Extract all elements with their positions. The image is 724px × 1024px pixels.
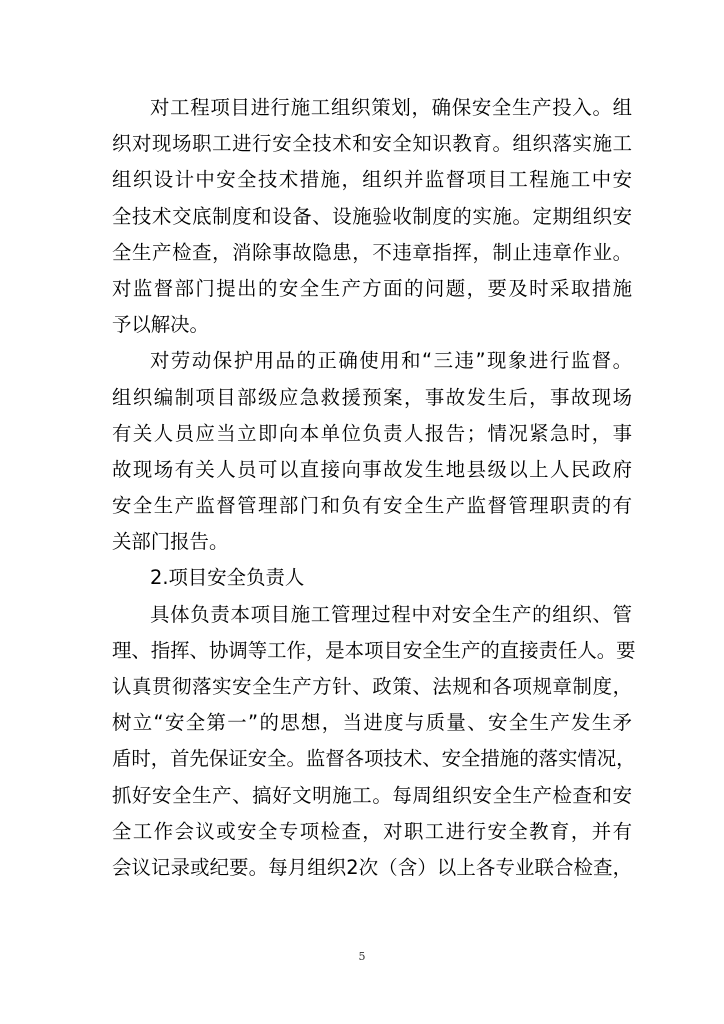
paragraph-line: 全工作会议或安全专项检查，对职工进行安全教育，并有 [112, 819, 632, 843]
paragraph-line: 全生产检查，消除事故隐患，不违章指挥，制止违章作业。 [112, 240, 632, 264]
paragraph-line: 关部门报告。 [112, 530, 229, 554]
paragraph-line: 有关人员应当立即向本单位负责人报告；情况紧急时，事 [112, 421, 632, 445]
paragraph-line: 故现场有关人员可以直接向事故发生地县级以上人民政府 [112, 457, 632, 481]
paragraph-line: 予以解决。 [112, 313, 209, 337]
paragraph-line: 理、指挥、协调等工作，是本项目安全生产的直接责任人。要 [112, 638, 636, 662]
paragraph-line: 对监督部门提出的安全生产方面的问题，要及时采取措施 [112, 276, 632, 300]
paragraph-line: 对工程项目进行施工组织策划，确保安全生产投入。组 [150, 96, 632, 119]
paragraph-line: 抓好安全生产、搞好文明施工。每周组织安全生产检查和安 [112, 783, 632, 807]
paragraph-line: 树立“安全第一”的思想，当进度与质量、安全生产发生矛 [112, 711, 632, 735]
paragraph-line: 全技术交底制度和设备、设施验收制度的实施。定期组织安 [112, 204, 632, 228]
paragraph-line: 安全生产监督管理部门和负有安全生产监督管理职责的有 [112, 494, 632, 518]
section-heading: 2.项目安全负责人 [150, 566, 305, 590]
paragraph-line: 具体负责本项目施工管理过程中对安全生产的组织、管 [150, 602, 632, 626]
paragraph-line: 会议记录或纪要。每月组织2次（含）以上各专业联合检查， [112, 855, 632, 879]
paragraph-line: 织对现场职工进行安全技术和安全知识教育。组织落实施工 [112, 132, 632, 156]
paragraph-line: 认真贯彻落实安全生产方针、政策、法规和各项规章制度， [112, 675, 632, 698]
paragraph-line: 盾时，首先保证安全。监督各项技术、安全措施的落实情况， [112, 747, 636, 771]
page-number: 5 [358, 950, 366, 963]
paragraph-line: 组织设计中安全技术措施，组织并监督项目工程施工中安 [112, 168, 632, 192]
body-text [112, 90, 636, 886]
paragraph-line: 组织编制项目部级应急救援预案，事故发生后，事故现场 [112, 385, 632, 409]
paragraph-line: 对劳动保护用品的正确使用和“三违”现象进行监督。 [150, 349, 632, 373]
